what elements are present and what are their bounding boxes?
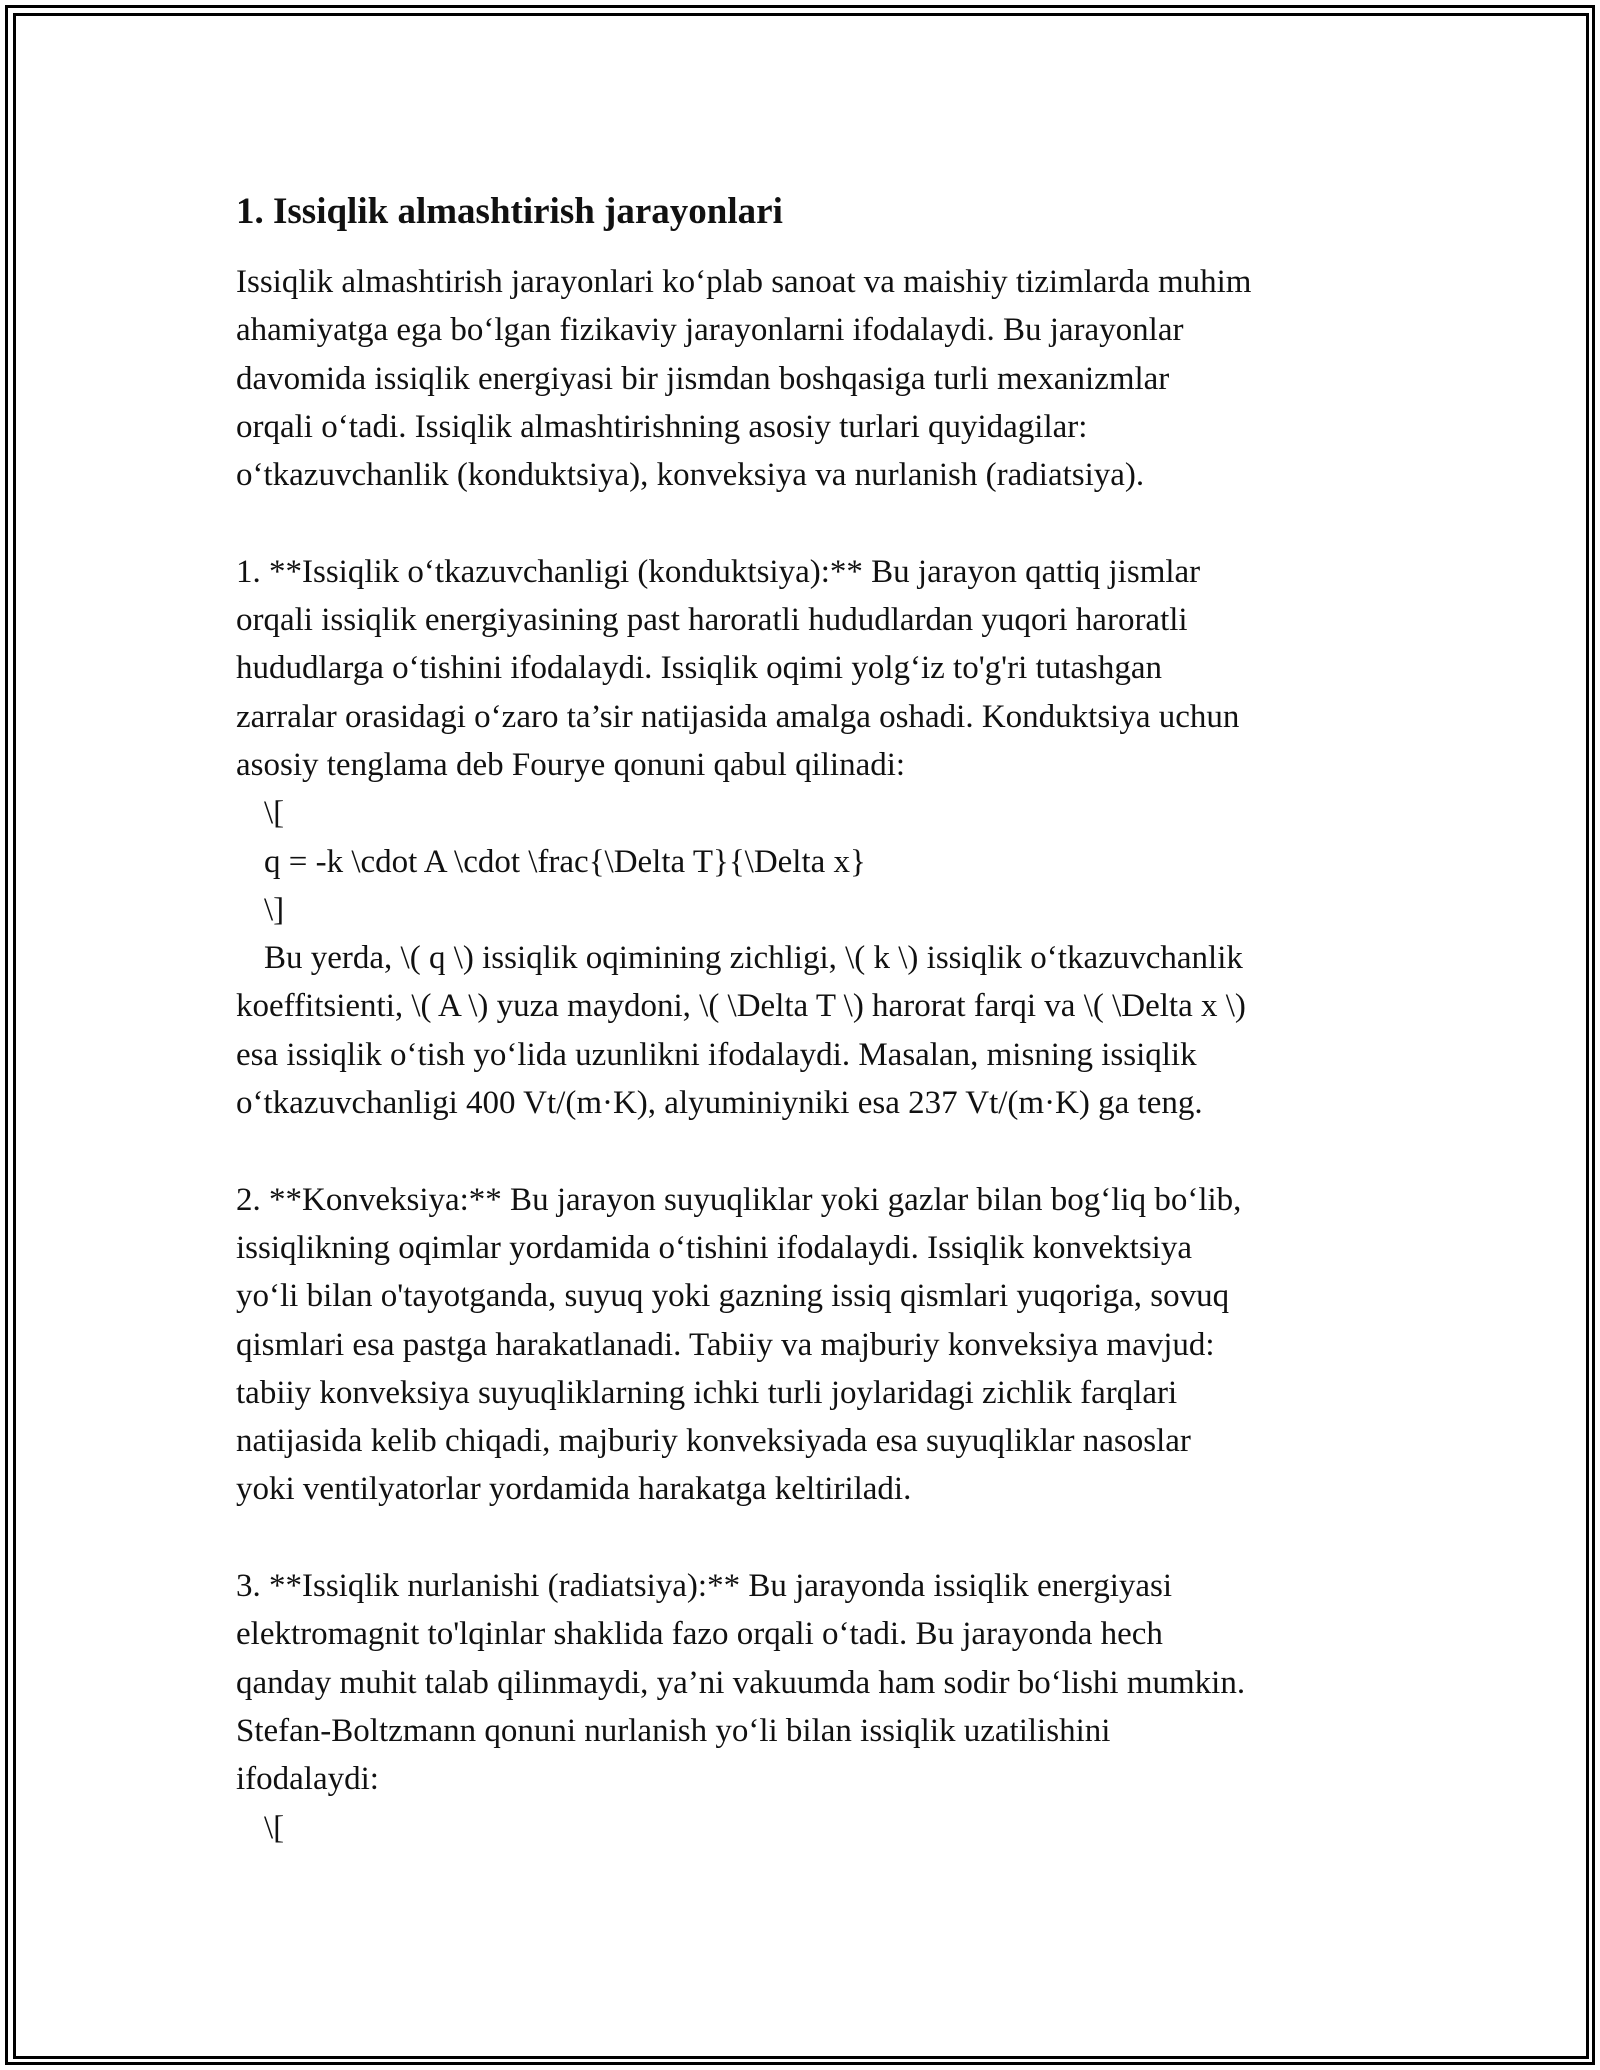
text-line: Issiqlik almashtirish jarayonlari ko‘plab sanoat va maishiy tizimlarda muhim: [236, 264, 1252, 300]
text-line: hududlarga o‘tishini ifodalaydi. Issiqlik oqimi yolg‘iz to'g'ri tutashgan: [236, 650, 1162, 687]
text-line: yoki ventilyatorlar yordamida harakatga keltiriladi.: [236, 1471, 912, 1508]
text-line: koeffitsienti, \( A \) yuza maydoni, \( \Delta T \) harorat farqi va \( \Delta x \): [236, 988, 1246, 1025]
blank-line: [236, 1514, 1376, 1562]
text-line: orqali o‘tadi. Issiqlik almashtirishning asosiy turlari quyidagilar:: [236, 408, 1088, 445]
text-line: qanday muhit talab qilinmaydi, ya’ni vakuumda ham sodir bo‘lishi mumkin.: [236, 1664, 1246, 1701]
text-line: o‘tkazuvchanlik (konduktsiya), konveksiya va nurlanish (radiatsiya).: [236, 457, 1145, 494]
text-line: issiqlikning oqimlar yordamida o‘tishini ifodalaydi. Issiqlik konvektsiya: [236, 1229, 1192, 1266]
text-line: tabiiy konveksiya suyuqliklarning ichki turli joylaridagi zichlik farqlari: [236, 1374, 1178, 1411]
text-line: ahamiyatga ega bo‘lgan fizikaviy jarayonlarni ifodalaydi. Bu jarayonlar: [236, 312, 1184, 349]
section-heading: 1. Issiqlik almashtirish jarayonlari: [236, 191, 783, 232]
text-line: zarralar orasidagi o‘zaro ta’sir natijasida amalga oshadi. Konduktsiya uchun: [236, 698, 1240, 735]
text-lines: [236, 258, 1376, 1852]
document-body: [236, 188, 1376, 1852]
text-line: orqali issiqlik energiyasining past haroratli hududlardan yuqori haroratli: [236, 602, 1188, 639]
text-line: \]: [264, 891, 285, 928]
text-line: 2. **Konveksiya:** Bu jarayon suyuqliklar yoki gazlar bilan bog‘liq bo‘lib,: [236, 1181, 1242, 1218]
text-line: ifodalaydi:: [236, 1761, 379, 1798]
text-line: yo‘li bilan o'tayotganda, suyuq yoki gazning issiq qismlari yuqoriga, sovuq: [236, 1278, 1230, 1315]
text-line: asosiy tenglama deb Fourye qonuni qabul qilinadi:: [236, 746, 906, 783]
text-line: esa issiqlik o‘tish yo‘lida uzunlikni ifodalaydi. Masalan, misning issiqlik: [236, 1036, 1197, 1073]
text-line: 1. **Issiqlik o‘tkazuvchanligi (konduktsiya):** Bu jarayon qattiq jismlar: [236, 553, 1201, 590]
text-line: Bu yerda, \( q \) issiqlik oqimining zichligi, \( k \) issiqlik o‘tkazuvchanlik: [264, 940, 1243, 977]
text-line: natijasida kelib chiqadi, majburiy konveksiyada esa suyuqliklar nasoslar: [236, 1423, 1191, 1460]
text-line: \[: [264, 795, 285, 832]
text-line: \[: [264, 1809, 285, 1846]
text-line: qismlari esa pastga harakatlanadi. Tabiiy va majburiy konveksiya mavjud:: [236, 1326, 1215, 1363]
text-line: Stefan-Boltzmann qonuni nurlanish yo‘li bilan issiqlik uzatilishini: [236, 1712, 1111, 1749]
text-line: elektromagnit to'lqinlar shaklida fazo orqali o‘tadi. Bu jarayonda hech: [236, 1616, 1163, 1653]
text-line: q = -k \cdot A \cdot \frac{\Delta T}{\Delta x}: [264, 843, 866, 880]
blank-line: [236, 499, 1376, 547]
blank-line: [236, 1127, 1376, 1175]
text-line: davomida issiqlik energiyasi bir jismdan boshqasiga turli mexanizmlar: [236, 360, 1170, 397]
text-line: 3. **Issiqlik nurlanishi (radiatsiya):** Bu jarayonda issiqlik energiyasi: [236, 1568, 1173, 1605]
text-line: o‘tkazuvchanligi 400 Vt/(m·K), alyuminiyniki esa 237 Vt/(m·K) ga teng.: [236, 1085, 1203, 1122]
